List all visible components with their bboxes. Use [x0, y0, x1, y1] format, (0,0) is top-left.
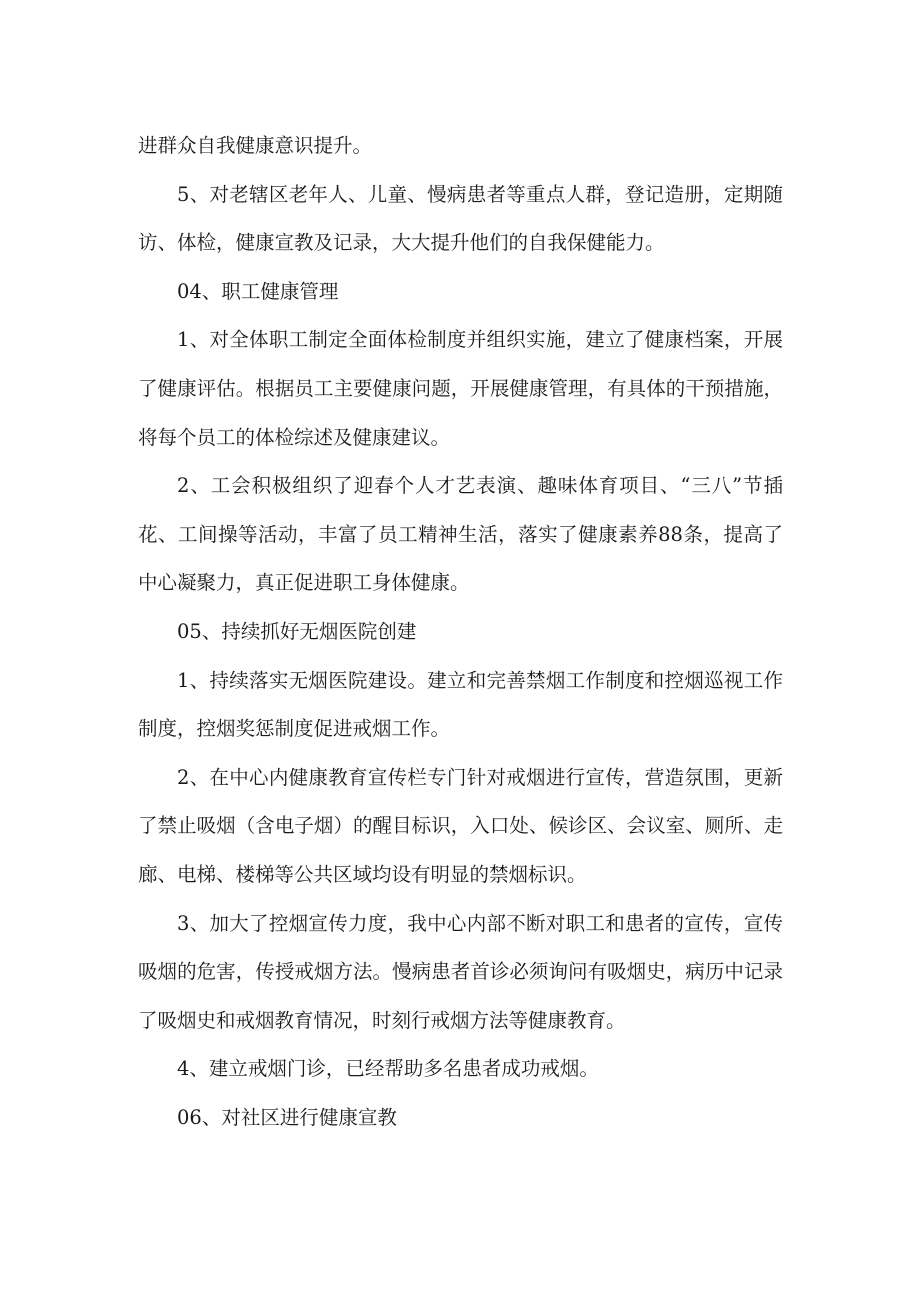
paragraph-continuation: 进群众自我健康意识提升。 — [138, 134, 373, 157]
section-heading-04: 04、职工健康管理 — [177, 279, 339, 303]
paragraph-item-5: 5、对老辖区老年人、儿童、慢病患者等重点人群，登记造册，定期随访、体检，健康宣教及记录，大大提升他们的自我保健能力。 — [138, 182, 783, 255]
paragraph-05-item-2: 2、在中心内健康教育宣传栏专门针对戒烟进行宣传，营造氛围，更新了禁止吸烟（含电子烟）的醒目标识，入口处、候诊区、会议室、厕所、走廊、电梯、楼梯等公共区域均设有明显的禁烟标识。 — [138, 765, 783, 886]
section-heading-06: 06、对社区进行健康宣教 — [177, 1105, 397, 1129]
section-heading-05: 05、持续抓好无烟医院创建 — [177, 619, 417, 643]
paragraph-04-item-2: 2、工会积极组织了迎春个人才艺表演、趣味体育项目、“三八”节插花、工间操等活动，丰富了员工精神生活，落实了健康素养88条，提高了中心凝聚力，真正促进职工身体健康。 — [138, 474, 783, 595]
paragraph-05-item-1: 1、持续落实无烟医院建设。建立和完善禁烟工作制度和控烟巡视工作制度，控烟奖惩制度促进戒烟工作。 — [138, 668, 783, 741]
document-body — [138, 122, 783, 1142]
paragraph-05-item-3: 3、加大了控烟宣传力度，我中心内部不断对职工和患者的宣传，宣传吸烟的危害，传授戒烟方法。慢病患者首诊必须询问有吸烟史，病历中记录了吸烟史和戒烟教育情况，时刻行戒烟方法等健康教育。 — [138, 911, 783, 1032]
paragraph-05-item-4: 4、建立戒烟门诊，已经帮助多名患者成功戒烟。 — [177, 1057, 599, 1081]
paragraph-04-item-1: 1、对全体职工制定全面体检制度并组织实施，建立了健康档案，开展了健康评估。根据员工主要健康问题，开展健康管理，有具体的干预措施，将每个员工的体检综述及健康建议。 — [138, 328, 783, 449]
